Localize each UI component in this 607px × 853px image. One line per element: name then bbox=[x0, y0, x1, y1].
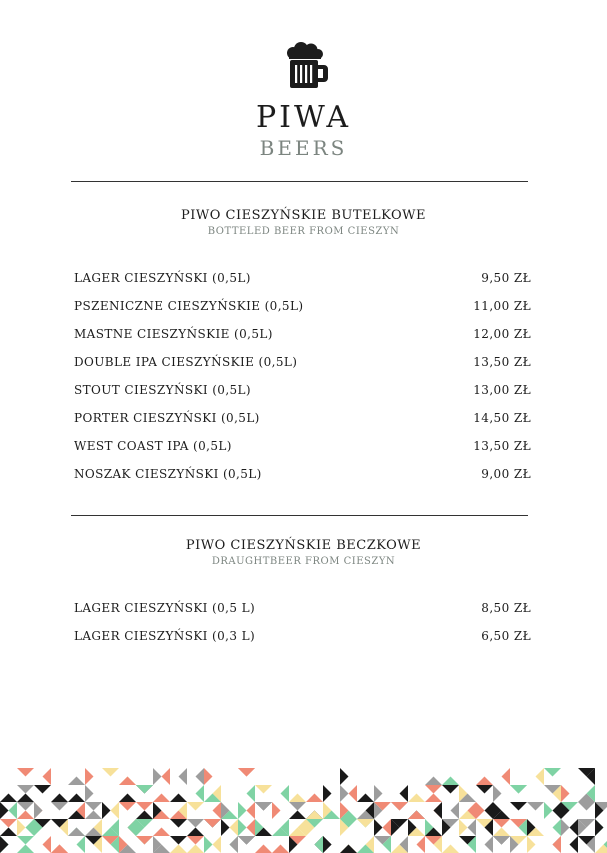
pattern-triangle bbox=[595, 819, 604, 836]
pattern-triangle bbox=[17, 819, 26, 836]
pattern-triangle bbox=[77, 836, 86, 853]
item-name: STOUT CIESZYŃSKI (0,5L) bbox=[74, 383, 252, 397]
item-price: 8,50 ZŁ bbox=[481, 601, 531, 615]
pattern-triangle bbox=[68, 794, 85, 803]
pattern-triangle bbox=[493, 785, 502, 802]
pattern-triangle bbox=[247, 785, 256, 802]
menu-list-bottled bbox=[74, 264, 531, 488]
item-price: 6,50 ZŁ bbox=[481, 629, 531, 643]
menu-list-draught bbox=[74, 594, 531, 650]
item-price: 13,50 ZŁ bbox=[473, 439, 531, 453]
pattern-triangle bbox=[170, 819, 187, 828]
pattern-triangle bbox=[306, 794, 323, 803]
pattern-triangle bbox=[315, 836, 324, 853]
item-name: PSZENICZNE CIESZYŃSKIE (0,5L) bbox=[74, 299, 304, 313]
pattern-triangle bbox=[374, 819, 383, 836]
pattern-triangle bbox=[68, 777, 85, 786]
pattern-triangle bbox=[408, 794, 425, 803]
pattern-triangle bbox=[153, 828, 170, 837]
item-price: 13,50 ZŁ bbox=[473, 355, 531, 369]
pattern-triangle bbox=[85, 811, 102, 820]
pattern-triangle bbox=[162, 768, 171, 785]
pattern-triangle bbox=[493, 819, 510, 828]
pattern-triangle bbox=[128, 819, 137, 836]
pattern-triangle bbox=[111, 802, 120, 819]
pattern-triangle bbox=[255, 785, 272, 794]
pattern-triangle bbox=[247, 819, 256, 836]
pattern-triangle bbox=[553, 819, 562, 836]
pattern-triangle bbox=[451, 802, 460, 819]
pattern-triangle bbox=[85, 785, 94, 802]
pattern-triangle bbox=[425, 777, 442, 786]
section-title: PIWO CIESZYŃSKIE BECZKOWE bbox=[185, 538, 422, 553]
pattern-triangle bbox=[238, 768, 255, 777]
item-name: MASTNE CIESZYŃSKIE (0,5L) bbox=[74, 327, 273, 341]
pattern-triangle bbox=[196, 768, 205, 785]
item-name: LAGER CIESZYŃSKI (0,3 L) bbox=[74, 629, 256, 643]
pattern-triangle bbox=[136, 836, 153, 845]
pattern-triangle bbox=[238, 802, 247, 819]
menu-item bbox=[74, 460, 531, 488]
triangle-pattern bbox=[0, 768, 607, 853]
pattern-triangle bbox=[459, 819, 468, 836]
pattern-triangle bbox=[0, 828, 17, 837]
menu-item bbox=[74, 320, 531, 348]
item-name: WEST COAST IPA (0,5L) bbox=[74, 439, 232, 453]
pattern-triangle bbox=[119, 794, 136, 803]
pattern-triangle bbox=[170, 794, 187, 803]
pattern-triangle bbox=[408, 811, 425, 820]
pattern-triangle bbox=[17, 836, 34, 845]
pattern-triangle bbox=[238, 819, 247, 836]
item-name: DOUBLE IPA CIESZYŃSKIE (0,5L) bbox=[74, 355, 298, 369]
pattern-triangle bbox=[119, 777, 136, 786]
pattern-triangle bbox=[43, 836, 52, 853]
item-price: 9,50 ZŁ bbox=[481, 271, 531, 285]
pattern-triangle bbox=[221, 819, 230, 836]
item-price: 11,00 ZŁ bbox=[473, 299, 531, 313]
beer-mug-icon bbox=[283, 42, 331, 90]
pattern-triangle bbox=[536, 768, 545, 785]
pattern-triangle bbox=[34, 802, 43, 819]
item-name: PORTER CIESZYŃSKI (0,5L) bbox=[74, 411, 260, 425]
pattern-triangle bbox=[391, 802, 408, 811]
pattern-triangle bbox=[17, 794, 34, 803]
menu-item bbox=[74, 292, 531, 320]
pattern-triangle bbox=[544, 768, 561, 777]
menu-item bbox=[74, 404, 531, 432]
pattern-triangle bbox=[289, 794, 306, 803]
section-title: PIWO CIESZYŃSKIE BUTELKOWE bbox=[180, 208, 427, 223]
divider bbox=[71, 515, 528, 516]
divider bbox=[71, 181, 528, 182]
pattern-triangle bbox=[0, 802, 9, 819]
pattern-triangle bbox=[442, 785, 459, 794]
pattern-triangle bbox=[17, 768, 34, 777]
pattern-triangle bbox=[247, 802, 256, 819]
section-subtitle: DRAUGHTBEER FROM CIESZYN bbox=[211, 556, 396, 567]
pattern-triangle bbox=[561, 819, 570, 836]
pattern-triangle bbox=[323, 836, 332, 853]
pattern-triangle bbox=[230, 819, 239, 836]
pattern-triangle bbox=[196, 785, 205, 802]
pattern-triangle bbox=[510, 802, 527, 811]
pattern-triangle bbox=[553, 836, 562, 853]
pattern-triangle bbox=[442, 845, 459, 853]
item-price: 12,00 ZŁ bbox=[473, 327, 531, 341]
pattern-triangle bbox=[570, 836, 579, 853]
menu-item bbox=[74, 622, 531, 650]
pattern-triangle bbox=[349, 785, 358, 802]
pattern-triangle bbox=[476, 777, 493, 786]
pattern-triangle bbox=[17, 802, 34, 811]
pattern-triangle bbox=[561, 785, 570, 802]
pattern-triangle bbox=[85, 802, 102, 811]
pattern-triangle bbox=[527, 802, 544, 811]
pattern-triangle bbox=[136, 785, 153, 794]
pattern-triangle bbox=[51, 845, 68, 853]
pattern-triangle bbox=[17, 811, 34, 820]
pattern-triangle bbox=[527, 836, 536, 853]
pattern-triangle bbox=[43, 768, 52, 785]
pattern-triangle bbox=[485, 836, 494, 853]
pattern-triangle bbox=[204, 836, 213, 853]
pattern-triangle bbox=[213, 836, 222, 853]
pattern-triangle bbox=[425, 794, 442, 803]
pattern-triangle bbox=[230, 836, 239, 853]
pattern-triangle bbox=[51, 802, 68, 811]
pattern-triangle bbox=[102, 768, 119, 777]
pattern-triangle bbox=[323, 785, 332, 802]
pattern-triangle bbox=[179, 768, 188, 785]
pattern-triangle bbox=[204, 768, 213, 785]
item-price: 14,50 ZŁ bbox=[473, 411, 531, 425]
pattern-triangle bbox=[0, 836, 9, 853]
pattern-triangle bbox=[383, 819, 392, 836]
pattern-triangle bbox=[289, 811, 306, 820]
pattern-triangle bbox=[102, 802, 111, 819]
pattern-triangle bbox=[306, 811, 323, 820]
pattern-triangle bbox=[578, 802, 595, 811]
pattern-triangle bbox=[434, 802, 443, 819]
pattern-triangle bbox=[153, 768, 162, 785]
pattern-triangle bbox=[0, 819, 17, 828]
pattern-triangle bbox=[51, 794, 68, 803]
pattern-triangle bbox=[425, 785, 442, 794]
item-name: LAGER CIESZYŃSKI (0,5 L) bbox=[74, 601, 256, 615]
pattern-triangle bbox=[340, 845, 357, 853]
pattern-triangle bbox=[136, 802, 153, 811]
pattern-triangle bbox=[493, 828, 510, 837]
pattern-triangle bbox=[400, 785, 409, 802]
pattern-triangle bbox=[255, 802, 272, 811]
pattern-triangle bbox=[238, 836, 255, 845]
pattern-triangle bbox=[9, 802, 18, 819]
pattern-triangle bbox=[85, 768, 94, 785]
pattern-triangle bbox=[502, 768, 511, 785]
pattern-triangle bbox=[468, 819, 477, 836]
pattern-triangle bbox=[340, 785, 349, 802]
pattern-triangle bbox=[476, 785, 493, 794]
menu-item bbox=[74, 432, 531, 460]
menu-item bbox=[74, 376, 531, 404]
pattern-triangle bbox=[289, 802, 306, 811]
item-price: 9,00 ZŁ bbox=[481, 467, 531, 481]
pattern-triangle bbox=[442, 777, 459, 786]
pattern-triangle bbox=[570, 819, 579, 836]
pattern-triangle bbox=[357, 794, 374, 803]
pattern-triangle bbox=[170, 836, 187, 845]
pattern-triangle bbox=[187, 828, 204, 837]
pattern-triangle bbox=[272, 845, 289, 853]
pattern-triangle bbox=[187, 802, 204, 811]
pattern-triangle bbox=[417, 836, 426, 853]
pattern-triangle bbox=[0, 794, 17, 803]
pattern-triangle bbox=[510, 785, 527, 794]
pattern-triangle bbox=[204, 819, 221, 828]
item-name: NOSZAK CIESZYŃSKI (0,5L) bbox=[74, 467, 262, 481]
pattern-triangle bbox=[26, 819, 35, 836]
pattern-triangle bbox=[119, 802, 136, 811]
pattern-triangle bbox=[68, 828, 85, 837]
menu-item bbox=[74, 594, 531, 622]
pattern-triangle bbox=[485, 802, 494, 819]
pattern-triangle bbox=[187, 845, 204, 853]
pattern-triangle bbox=[136, 811, 153, 820]
pattern-triangle bbox=[170, 845, 187, 853]
pattern-triangle bbox=[17, 785, 34, 794]
pattern-triangle bbox=[281, 785, 290, 802]
page-title: PIWA bbox=[255, 100, 352, 135]
pattern-triangle bbox=[544, 802, 553, 819]
pattern-triangle bbox=[357, 819, 374, 828]
item-price: 13,00 ZŁ bbox=[473, 383, 531, 397]
section-subtitle: BOTTELED BEER FROM CIESZYN bbox=[207, 226, 400, 237]
pattern-triangle bbox=[272, 802, 281, 819]
pattern-triangle bbox=[213, 802, 222, 819]
pattern-triangle bbox=[553, 802, 562, 819]
pattern-triangle bbox=[255, 845, 272, 853]
pattern-triangle bbox=[187, 836, 204, 845]
page-subtitle: BEERS bbox=[259, 136, 348, 160]
pattern-triangle bbox=[17, 845, 34, 853]
pattern-triangle bbox=[34, 785, 51, 794]
pattern-triangle bbox=[493, 836, 510, 845]
menu-item bbox=[74, 348, 531, 376]
pattern-triangle bbox=[340, 768, 349, 785]
pattern-triangle bbox=[187, 819, 204, 828]
pattern-triangle bbox=[476, 802, 485, 819]
pattern-triangle bbox=[374, 785, 383, 802]
pattern-triangle bbox=[153, 794, 170, 803]
menu-item bbox=[74, 264, 531, 292]
item-name: LAGER CIESZYŃSKI (0,5L) bbox=[74, 271, 251, 285]
